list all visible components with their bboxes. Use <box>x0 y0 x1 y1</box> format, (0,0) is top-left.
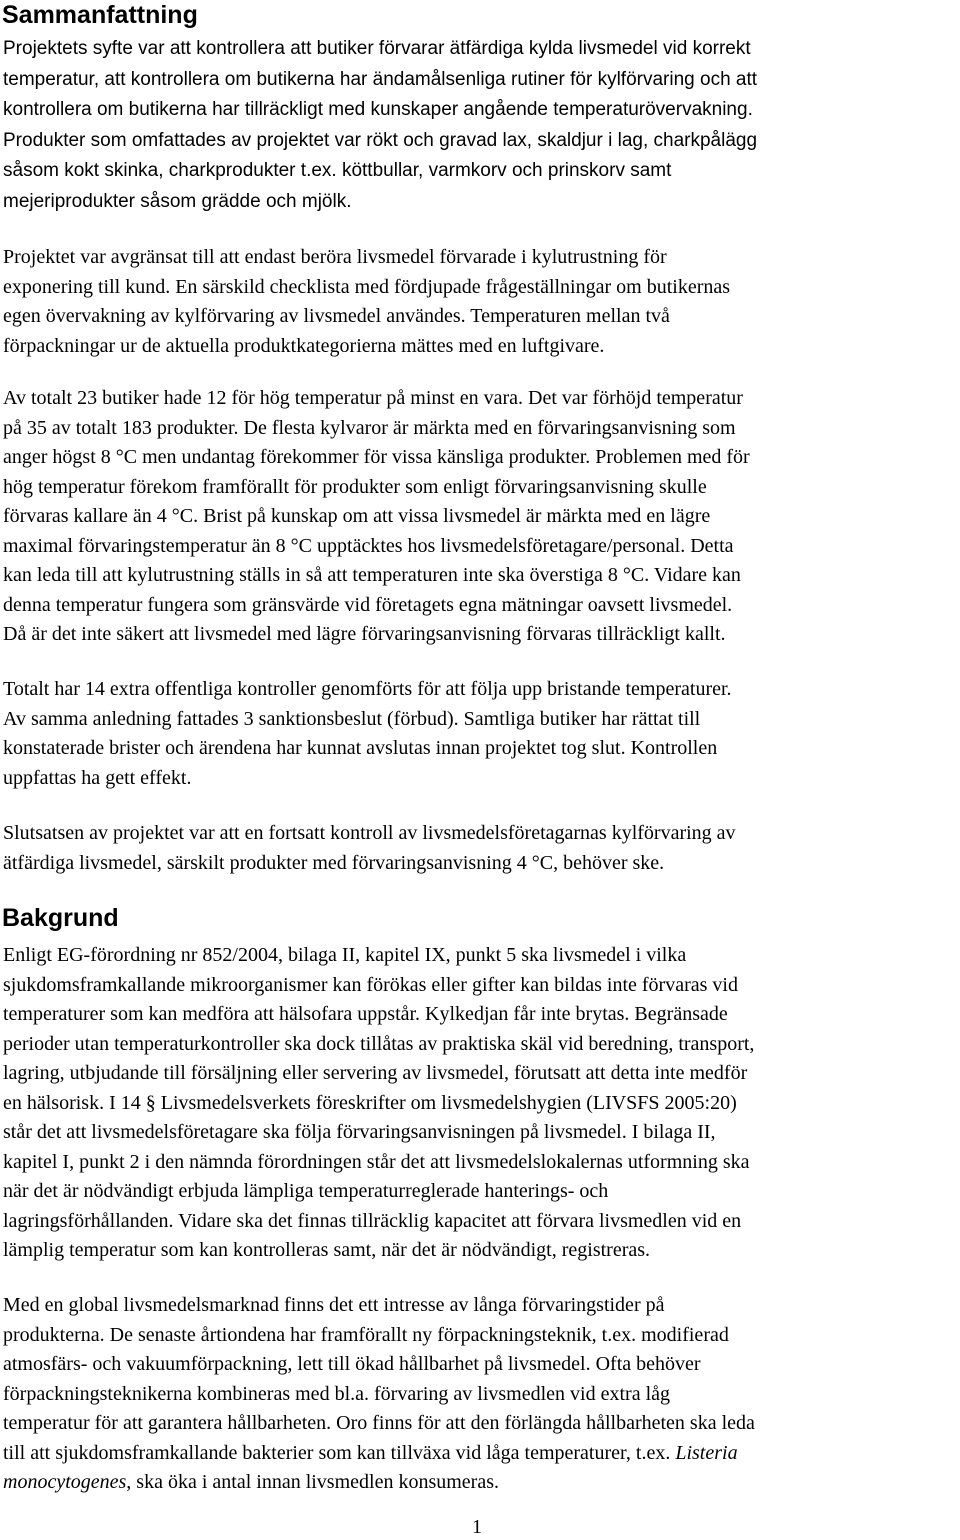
text-line: uppfattas ha gett effekt. <box>3 766 192 789</box>
text-line: lagring, utbjudande till försäljning eller servering av livsmedel, förutsatt att detta inte medför <box>3 1062 748 1084</box>
paragraph-kontroller <box>3 675 957 793</box>
text-line: mejeriprodukter såsom grädde och mjölk. <box>3 190 352 212</box>
text-line: temperatur, att kontrollera om butikerna har ändamålsenliga rutiner för kylförvaring och att <box>3 68 758 90</box>
text-line: Av totalt 23 butiker hade 12 för hög temperatur på minst en vara. Det var förhöjd temperatur <box>3 387 743 409</box>
text-line-with-italic <box>3 1439 957 1469</box>
text-line: sjukdomsframkallande mikroorganismer kan förökas eller gifter kan bildas inte förvaras vid <box>3 973 738 996</box>
text-line: när det är nödvändigt erbjuda lämpliga temperaturreglerade hanterings- och <box>3 1180 609 1202</box>
text-line: står det att livsmedelsföretagare ska följa förvaringsanvisningen på livsmedel. I bilaga II, <box>3 1121 716 1143</box>
text-line: anger högst 8 °C men undantag förekommer för vissa känsliga produkter. Problemen med för <box>3 446 750 468</box>
text-line: Slutsatsen av projektet var att en fortsatt kontroll av livsmedelsföretagarnas kylförvaring av <box>3 822 736 844</box>
text-line: kapitel I, punkt 2 i den nämnda förordningen står det att livsmedelslokalernas utformning ska <box>3 1150 750 1173</box>
page-number: 1 <box>472 1516 482 1538</box>
text-line: lämplig temperatur som kan kontrolleras samt, när det är nödvändigt, registreras. <box>3 1239 651 1261</box>
paragraph-livsmedelsmarknad <box>3 1291 957 1498</box>
text-line: denna temperatur fungera som gränsvärde vid företagets egna mätningar oavsett livsmedel. <box>3 593 733 616</box>
text-line: en hälsorisk. I 14 § Livsmedelsverkets föreskrifter om livsmedelshygien (LIVSFS 2005:20) <box>3 1091 737 1114</box>
text-line: konstaterade brister och ärendena har kunnat avslutas innan projektet tog slut. Kontrollen <box>3 737 718 759</box>
text-line: produkterna. De senaste årtiondena har framförallt ny förpackningsteknik, t.ex. modifierad <box>3 1323 729 1346</box>
paragraph-slutsats <box>3 819 957 878</box>
heading-sammanfattning: Sammanfattning <box>2 1 198 29</box>
paragraph-forordning <box>3 941 957 1266</box>
text-line: egen övervakning av kylförvaring av livsmedel användes. Temperaturen mellan två <box>3 305 670 327</box>
paragraph-avgransning <box>3 243 957 361</box>
text-line-with-italic <box>3 1468 957 1498</box>
text-run: , ska öka i antal innan livsmedlen konsumeras. <box>126 1471 499 1493</box>
text-line: hög temperatur förekom framförallt för produkter som enligt förvaringsanvisning skulle <box>3 475 707 498</box>
text-line: lagringsförhållanden. Vidare ska det finnas tillräcklig kapacitet att förvara livsmedlen vid en <box>3 1209 742 1232</box>
text-line: kontrollera om butikerna har tillräckligt med kunskaper angående temperaturövervakning. <box>3 99 753 120</box>
species-name-italic: Listeria <box>675 1441 738 1464</box>
text-line: Projektets syfte var att kontrollera att butiker förvarar ätfärdiga kylda livsmedel vid korrekt <box>3 38 751 59</box>
text-line: maximal förvaringstemperatur än 8 °C upptäcktes hos livsmedelsföretagare/personal. Detta <box>3 534 734 557</box>
paragraph-syfte <box>3 34 957 217</box>
species-name-italic: monocytogenes <box>3 1471 127 1493</box>
text-line: Enligt EG-förordning nr 852/2004, bilaga II, kapitel IX, punkt 5 ska livsmedel i vilka <box>3 944 687 966</box>
text-line: förvaras kallare än 4 °C. Brist på kunskap om att vissa livsmedel är märkta med en lägre <box>3 505 711 527</box>
text-line: temperatur för att garantera hållbarheten. Oro finns för att den förlängda hållbarheten ska leda <box>3 1412 755 1434</box>
text-run: till att sjukdomsframkallande bakterier som kan tillväxa vid låga temperaturer, t.ex. <box>3 1441 676 1464</box>
text-line: förpackningar ur de aktuella produktkategorierna mättes med en luftgivare. <box>3 334 605 357</box>
text-line: Produkter som omfattades av projektet var rökt och gravad lax, skaldjur i lag, charkpålägg <box>3 129 758 151</box>
text-line: atmosfärs- och vakuumförpackning, lett till ökad hållbarhet på livsmedel. Ofta behöver <box>3 1353 701 1375</box>
text-line: exponering till kund. En särskild checklista med fördjupade frågeställningar om butikernas <box>3 275 731 298</box>
text-line: ätfärdiga livsmedel, särskilt produkter med förvaringsanvisning 4 °C, behöver ske. <box>3 851 665 874</box>
heading-bakgrund: Bakgrund <box>2 904 119 932</box>
text-line: Då är det inte säkert att livsmedel med lägre förvaringsanvisning förvaras tillräckligt kallt. <box>3 623 726 645</box>
text-line: perioder utan temperaturkontroller ska dock tillåtas av praktiska skäl vid beredning, transport, <box>3 1032 755 1055</box>
paragraph-resultat <box>3 384 957 650</box>
text-line: temperaturer som kan medföra att hälsofara uppstår. Kylkedjan får inte brytas. Begränsade <box>3 1003 728 1025</box>
text-line: kan leda till att kylutrustning ställs in så att temperaturen inte ska överstiga 8 °C. Vidare kan <box>3 564 741 586</box>
text-line: Av samma anledning fattades 3 sanktionsbeslut (förbud). Samtliga butiker har rättat till <box>3 707 701 730</box>
text-line: Projektet var avgränsat till att endast beröra livsmedel förvarade i kylutrustning för <box>3 246 667 268</box>
text-line: förpackningsteknikerna kombineras med bl.a. förvaring av livsmedlen vid extra låg <box>3 1382 671 1405</box>
text-line: Totalt har 14 extra offentliga kontroller genomförts för att följa upp bristande temperaturer. <box>3 678 732 700</box>
text-line: såsom kokt skinka, charkprodukter t.ex. köttbullar, varmkorv och prinskorv samt <box>3 160 672 181</box>
text-line: Med en global livsmedelsmarknad finns det ett intresse av långa förvaringstider på <box>3 1294 665 1316</box>
text-line: på 35 av totalt 183 produkter. De flesta kylvaror är märkta med en förvaringsanvisning som <box>3 416 736 439</box>
